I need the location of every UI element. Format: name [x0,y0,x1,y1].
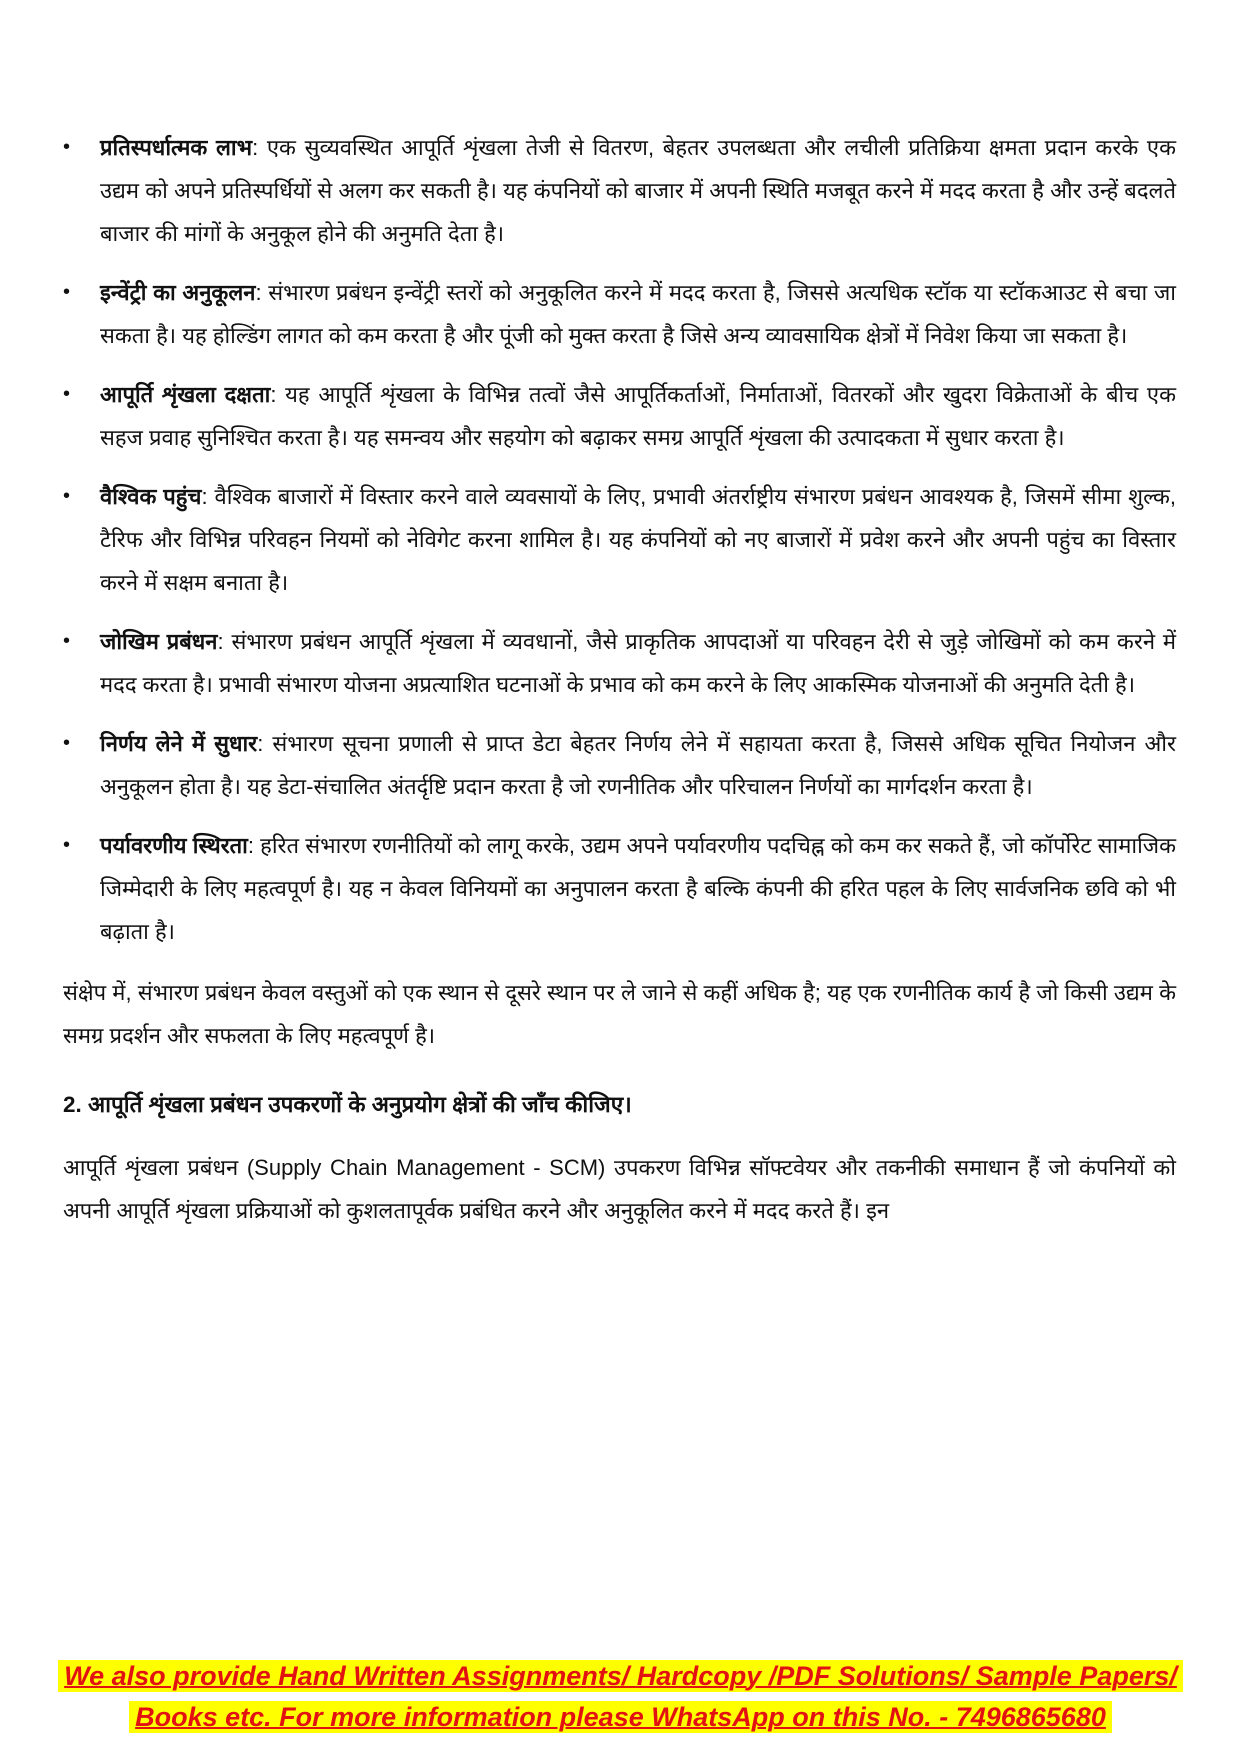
bullet-text: : वैश्विक बाजारों में विस्तार करने वाले व्यवसायों के लिए, प्रभावी अंतर्राष्ट्रीय संभारण प्रबंधन आवश्यक है, जिसमें सीमा शुल्क, टैरिफ और विभिन्न परिवहन नियमों को नेविगेट करना शामिल है। यह कंपनियों को नए बाजारों में प्रवेश करने और अपनी पहुंच का विस्तार करने में सक्षम बनाता है। [100,484,1176,595]
bullet-text: : एक सुव्यवस्थित आपूर्ति शृंखला तेजी से वितरण, बेहतर उपलब्धता और लचीली प्रतिक्रिया क्षमता प्रदान करके एक उद्यम को अपने प्रतिस्पर्धियों से अलग कर सकती है। यह कंपनियों को बाजार में अपनी स्थिति मजबूत करने में मदद करता है और उन्हें बदलते बाजार की मांगों के अनुकूल होने की अनुमति देता है। [100,135,1176,246]
bullet-content [100,475,1176,604]
bullet-icon: • [63,281,71,303]
footer-line-2: Books etc. For more information please WhatsApp on this No. - 7496865680 [129,1701,1112,1733]
list-item [63,620,1176,706]
list-item [63,126,1176,255]
scm-intro-paragraph: आपूर्ति शृंखला प्रबंधन (Supply Chain Management - SCM) उपकरण विभिन्न सॉफ्टवेयर और तकनीकी समाधान हैं जो कंपनियों को अपनी आपूर्ति शृंखला प्रक्रियाओं को कुशलतापूर्वक प्रबंधित करने और अनुकूलित करने में मदद करते हैं। इन [63,1155,1176,1223]
bullet-content [100,620,1176,706]
bullet-text: : संभारण प्रबंधन आपूर्ति शृंखला में व्यवधानों, जैसे प्राकृतिक आपदाओं या परिवहन देरी से जुड़े जोखिमों को कम करने में मदद करता है। प्रभावी संभारण योजना अप्रत्याशित घटनाओं के प्रभाव को कम करने के लिए आकस्मिक योजनाओं की अनुमति देती है। [100,629,1177,697]
list-item [63,475,1176,604]
bullet-text: : संभारण सूचना प्रणाली से प्राप्त डेटा बेहतर निर्णय लेने में सहायता करता है, जिससे अधिक सूचित नियोजन और अनुकूलन होता है। यह डेटा-संचालित अंतर्दृष्टि प्रदान करता है जो रणनीतिक और परिचालन निर्णयों का मार्गदर्शन करता है। [100,731,1176,799]
bullet-title: इन्वेंट्री का अनुकूलन [100,280,256,305]
list-item [63,722,1176,808]
list-item [63,824,1176,953]
bullet-icon: • [63,485,71,507]
bullet-content [100,824,1176,953]
bullet-text: : हरित संभारण रणनीतियों को लागू करके, उद्यम अपने पर्यावरणीय पदचिह्न को कम कर सकते हैं, जो कॉर्पोरेट सामाजिक जिम्मेदारी के लिए महत्वपूर्ण है। यह न केवल विनियमों का अनुपालन करता है बल्कि कंपनी की हरित पहल के लिए सार्वजनिक छवि को भी बढ़ाता है। [100,833,1176,944]
footer-banner [0,1656,1241,1738]
bullet-icon: • [63,383,71,405]
bullet-content [100,126,1176,255]
bullet-content [100,373,1176,459]
bullet-icon: • [63,834,71,856]
bullet-icon: • [63,630,71,652]
benefits-bullet-list [63,126,1176,953]
list-item [63,373,1176,459]
question-2-heading: 2. आपूर्ति शृंखला प्रबंधन उपकरणों के अनुप्रयोग क्षेत्रों की जाँच कीजिए। [63,1092,632,1117]
bullet-content [100,271,1176,357]
bullet-icon: • [63,136,71,158]
list-item [63,271,1176,357]
bullet-title: जोखिम प्रबंधन [100,629,218,654]
bullet-title: प्रतिस्पर्धात्मक लाभ [100,135,253,160]
bullet-text: : संभारण प्रबंधन इन्वेंट्री स्तरों को अनुकूलित करने में मदद करता है, जिससे अत्यधिक स्टॉक या स्टॉकआउट से बचा जा सकता है। यह होल्डिंग लागत को कम करता है और पूंजी को मुक्त करता है जिसे अन्य व्यावसायिक क्षेत्रों में निवेश किया जा सकता है। [100,280,1176,348]
bullet-title: निर्णय लेने में सुधार [100,731,258,756]
bullet-content [100,722,1176,808]
bullet-icon: • [63,732,71,754]
footer-line-1: We also provide Hand Written Assignments/ Hardcopy /PDF Solutions/ Sample Papers/ [58,1660,1183,1692]
bullet-title: पर्यावरणीय स्थिरता [100,833,248,858]
bullet-title: वैश्विक पहुंच [100,484,202,509]
summary-paragraph: संक्षेप में, संभारण प्रबंधन केवल वस्तुओं को एक स्थान से दूसरे स्थान पर ले जाने से कहीं अधिक है; यह एक रणनीतिक कार्य है जो किसी उद्यम के समग्र प्रदर्शन और सफलता के लिए महत्वपूर्ण है। [63,980,1176,1048]
bullet-text: : यह आपूर्ति शृंखला के विभिन्न तत्वों जैसे आपूर्तिकर्ताओं, निर्माताओं, वितरकों और खुदरा विक्रेताओं के बीच एक सहज प्रवाह सुनिश्चित करता है। यह समन्वय और सहयोग को बढ़ाकर समग्र आपूर्ति शृंखला की उत्पादकता में सुधार करता है। [100,382,1176,450]
bullet-title: आपूर्ति शृंखला दक्षता [100,382,271,407]
